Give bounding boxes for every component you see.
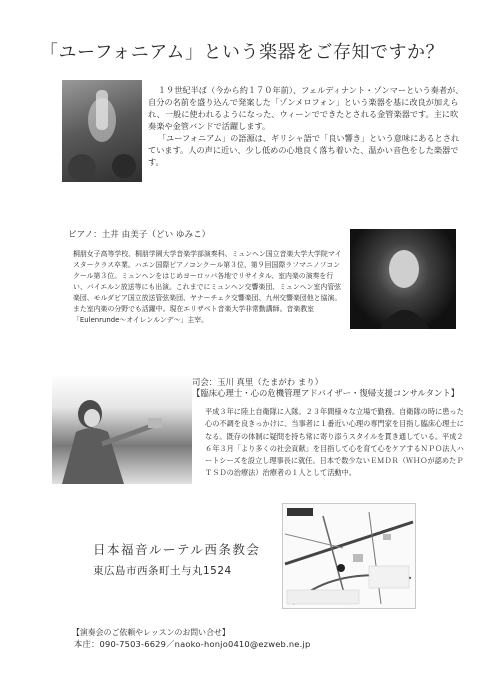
euphonium-intro: [148, 84, 466, 168]
euphonium-player-photo: [62, 80, 142, 182]
host-subheading: 【臨床心理士・心の危機管理アドバイザー・復帰支援コンサルタント】: [192, 388, 460, 398]
host-heading: 司会：玉川 真里（たまがわ まり）: [192, 377, 323, 387]
host-portrait-photo: [52, 374, 192, 484]
host-bio: 平成３年に陸上自衛隊に入隊。２３年間様々な立場で勤務。自衛隊の時に患った心の不調を良きっかけに、当事者に１番近い心理の専門家を目指し臨床心理士になる。既存の体制に疑問を持ち常に寄り添うスタイルを貫き通している。平成２６年３月「より多くの社会貢献」を目指して心を育て心をケアするＮＰＯ法人ハートシーズを設立し理事長に就任。日本で数少ないＥＭＤＲ（ＷＨＯが認めたＰＴＳＤの治療法）治療者の１人として活動中。: [205, 407, 464, 478]
pianist-bio: 桐朋女子高等学校、桐朋学園大学音楽学部演奏科、ミュンヘン国立音楽大学大学院マイスタークラス卒業。ハエン国際ピアノコンクール第３位、第９回国際ラフマニノフコンクール第３位。ミュンヘンをはじめヨーロッパ各地でリサイタル、室内楽の演奏を行い、バイエルン放送等にも出演。これまでにミュンヘン交響楽団、ミュンヘン室内管弦楽団、モルダビア国立放送管弦楽団、ヤナーチェク交響楽団、九州交響楽団他と協演。また室内楽の分野でも活躍中。現在エリザベト音楽大学非常勤講師。音楽教室「Eulenrunde～オイレンルンデ～」主宰。: [73, 250, 342, 324]
intro-paragraph-2: 「ユーフォニアム」の語源は、ギリシャ語で「良い響き」という意味にあるとされています。人の声に近い、少し低めの心地良く落ち着いた、温かい音色をした楽器です。: [148, 133, 460, 167]
access-map: [282, 503, 416, 609]
pianist-heading: ピアノ：土井 由美子（どい ゆみこ）: [68, 230, 211, 240]
church-name: 日本福音ルーテル西条教会: [93, 542, 261, 557]
contact-info: 本庄：090-7503-6629／naoko-honjo0410@ezweb.ne.jp: [74, 639, 311, 649]
pianist-portrait-photo: [350, 229, 456, 329]
contact-heading: 【演奏会のご依頼やレッスンのお問い合せ】: [72, 628, 230, 637]
page-title: 「ユーフォニアム」という楽器をご存知ですか？: [40, 42, 444, 63]
church-address: 東広島市西条町土与丸1524: [93, 565, 232, 577]
host-heading-block: [192, 377, 459, 399]
intro-paragraph-1: １９世紀半ば（今から約１７０年前）、フェルディナント・ゾンマーという奏者が、自分の名前を盛り込んで発案した「ゾンメロフォン」という楽器を基に改良が加えられ、一般に使われるようになった、ウィーンでできたとされる金管楽器です。主に吹奏楽や金管バンドで活躍します。: [148, 85, 464, 131]
